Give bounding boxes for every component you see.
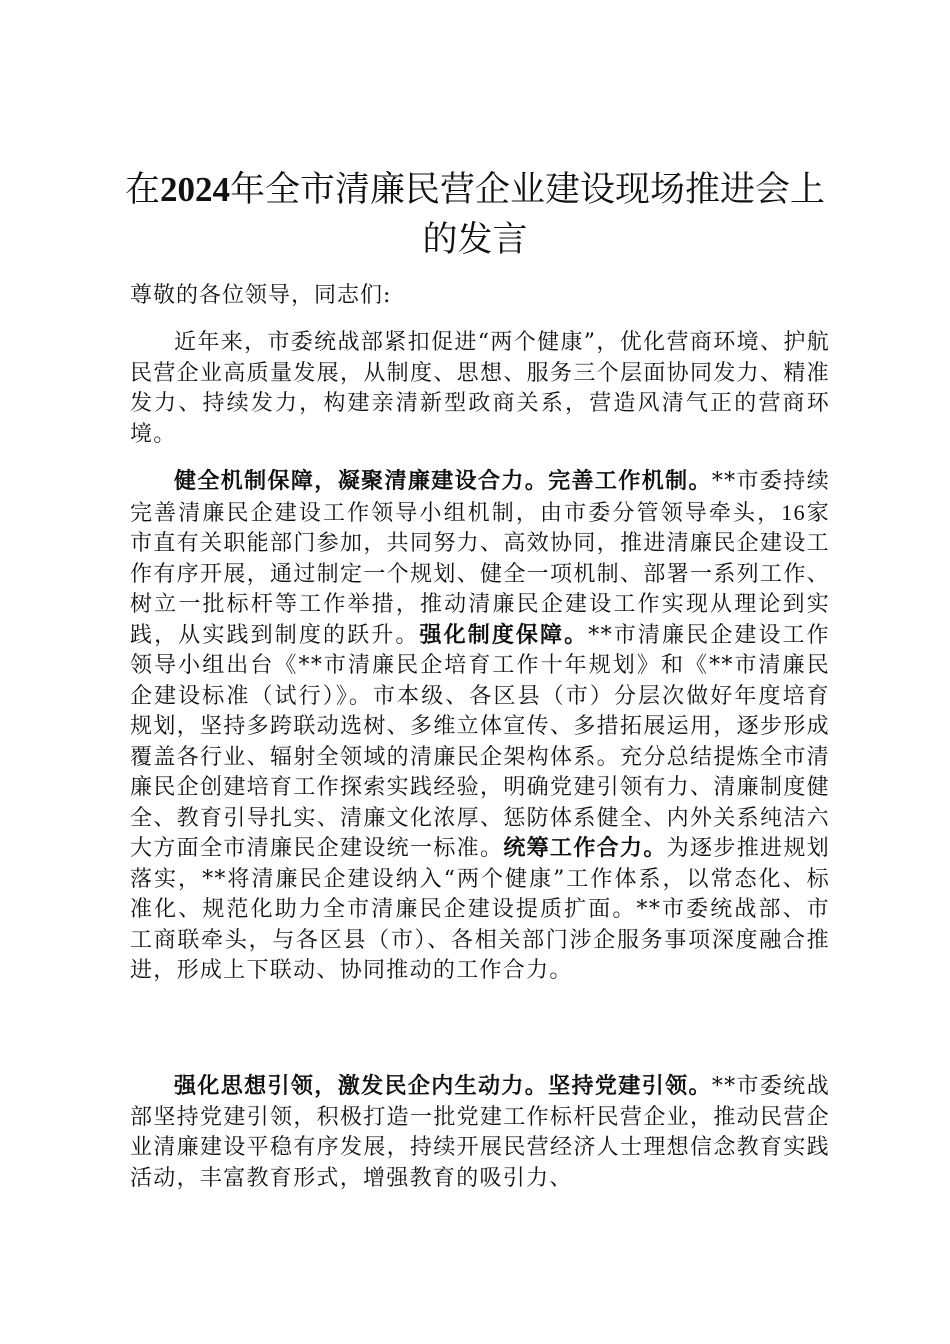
intro-paragraph: 近年来，市委统战部紧扣促进“两个健康”，优化营商环境、护航民营企业高质量发展，从制度、思想、服务三个层面协同发力、精准发力、持续发力，构建亲清新型政商关系，营造风清气正的营商环境。 [130, 330, 830, 447]
section-1-sub1-text-b: 家市直有关职能部门参加，共同努力、高效协同，推进清廉民企建设工作有序开展，通过制定一个规划、健全一项机制、部署一系列工作、树立一批标杆等工作举措，推动清廉民企建设工作实现从理论到实践，从实践到制度的跃升。 [130, 500, 830, 648]
document-title [120, 165, 830, 265]
section-1-sub1-text-a: **市委持续完善清廉民企建设工作领导小组机制，由市委分管领导牵头， [130, 469, 830, 526]
section-2-heading: 强化思想引领，激发民企内生动力。 [174, 1074, 549, 1099]
section-2-sub1-text: **市委统战部坚持党建引领，积极打造一批党建工作标杆民营企业，推动民营企业清廉建设平稳有序发展，持续开展民营经济人士理想信念教育实践活动，丰富教育形式，增强教育的吸引力、 [130, 1074, 830, 1191]
title-prefix: 在 [124, 170, 160, 210]
section-2-sub1-title: 坚持党建引领。 [548, 1074, 712, 1099]
section-1-sub1-title: 完善工作机制。 [548, 469, 712, 494]
section-1-sub2-title: 强化制度保障。 [419, 622, 589, 648]
section-1-sub1-number: 16 [781, 499, 806, 525]
section-1-heading: 健全机制保障，凝聚清廉建设合力。 [174, 469, 549, 494]
section-1-sub2-text: **市清廉民企建设工作领导小组出台《**市清廉民企培育工作十年规划》和《**市清廉民企建设标准（试行）》。市本级、各区县（市）分层次做好年度培育规划，坚持多跨联动选树、多维立体宣传、多措拓展运用，逐步形成覆盖各行业、辐射全领域的清廉民企架构体系。充分总结提炼全市清廉民企创建培育工作探索实践经验，明确党建引领有力、清廉制度健全、教育引导扎实、清廉文化浓厚、惩防体系健全、内外关系纯洁六大方面全市清廉民企建设统一标准。 [130, 622, 830, 861]
section-1-sub3-text: 为逐步推进规划落实，**将清廉民企建设纳入“两个健康”工作体系，以常态化、标准化、规范化助力全市清廉民企建设提质扩面。**市委统战部、市工商联牵头，与各区县（市）、各相关部门涉企服务事项深度融合推进，形成上下联动、协同推动的工作合力。 [130, 836, 830, 983]
salutation: 尊敬的各位领导，同志们: [130, 283, 392, 308]
section-1-sub3-title: 统筹工作合力。 [503, 836, 667, 861]
title-rest: 年全市清廉民营企业建设现场推进会上的发言 [230, 170, 826, 260]
section-1-paragraph [130, 467, 830, 987]
title-year: 2024 [160, 170, 230, 209]
section-2-paragraph [130, 1072, 830, 1194]
